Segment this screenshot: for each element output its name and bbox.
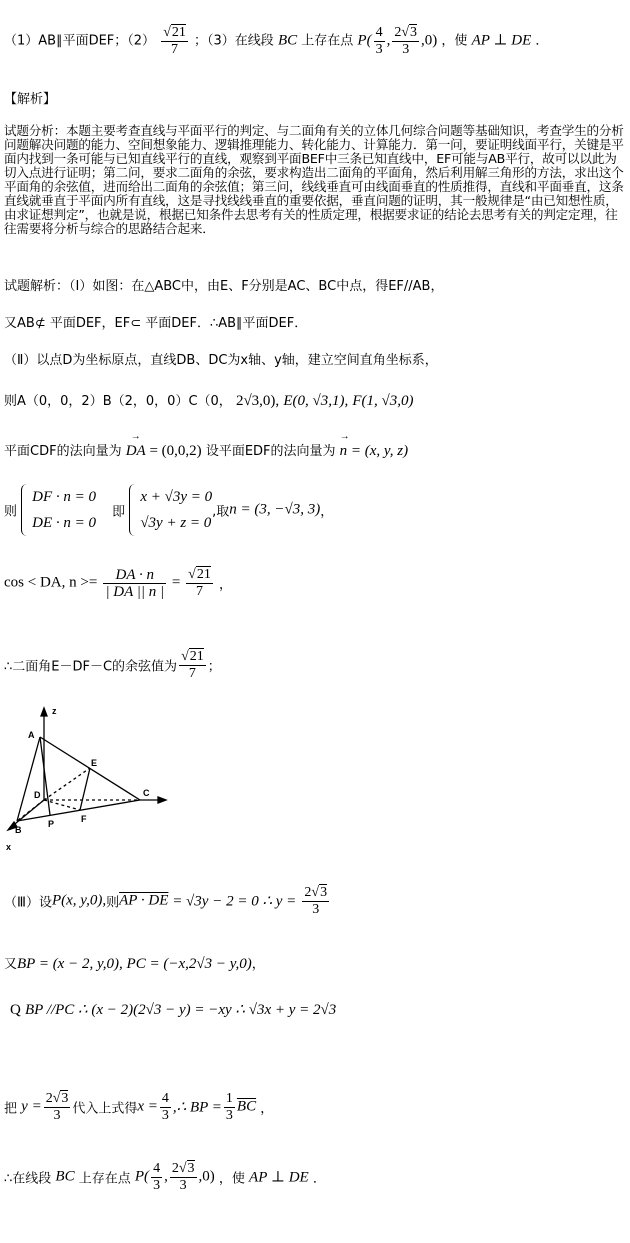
final-mid: 上存在点 xyxy=(78,1171,131,1187)
edge-ap xyxy=(40,737,50,815)
y-arrow xyxy=(158,797,166,803)
cos-left: cos < DA, n >= xyxy=(4,574,98,591)
dihedral-value: $\frac{√21}{7}$ xyxy=(181,649,204,681)
part3-therefore-bp: ,∴ BP = xyxy=(172,1099,222,1116)
solution-step-3: （Ⅱ）以点D为坐标原点，直线DB、DC为x轴、y轴，建立空间直角坐标系， xyxy=(4,353,438,368)
part3-then: 则 xyxy=(106,895,120,911)
coords-c: 2√3,0), xyxy=(235,393,280,409)
part3-line1 xyxy=(4,884,331,918)
fraction-2sqrt3-over-3: $\frac{2√3}{3}$ xyxy=(394,25,418,57)
part3-ap-de: AP · DE xyxy=(119,892,169,909)
normals-lead: 平面CDF的法向量为 xyxy=(4,444,122,459)
edge-bc xyxy=(17,800,140,821)
coords-lead: 则A（0，0，2）B（2，0，0）C（0， xyxy=(4,394,232,409)
dot-df-n: DF · n = 0 xyxy=(32,489,97,505)
normal-vectors-line xyxy=(4,440,408,460)
part3-line3 xyxy=(10,1000,336,1019)
label-x: x xyxy=(6,842,12,852)
system-ji: 即 xyxy=(112,504,126,520)
analysis-heading: 【解析】 xyxy=(4,92,57,107)
final-end: ． xyxy=(312,1171,326,1187)
final-fraction-4-3: $\frac{4}{3}$ xyxy=(153,1160,161,1193)
part3-you: 又 xyxy=(4,957,18,972)
part3-bp-pc: BP = (x − 2, y,0), PC = (−x,2√3 − y,0) xyxy=(17,956,252,972)
part3-bc: $\overline{BC}$ xyxy=(236,1098,257,1115)
answer-part3: 上存在点 xyxy=(301,33,354,49)
part3-parallel: BP //PC ∴ (x − 2)(2√3 − y) = −xy ∴ √3x + y = 2√3 xyxy=(24,1002,337,1018)
label-c: C xyxy=(143,788,150,798)
y-value-fraction: $\frac{2√3}{3}$ xyxy=(304,885,328,917)
cos-eq: = xyxy=(168,574,185,591)
system-take: ,取 xyxy=(212,504,230,520)
fraction-4-over-3: $\frac{4}{3}$ xyxy=(375,24,383,57)
coordinates-line xyxy=(4,390,413,410)
system-ze: 则 xyxy=(4,504,18,520)
fraction-sqrt21-over-7: $\frac{√21}{7}$ xyxy=(163,25,186,57)
final-answer-line: ∴在线段 BC 上存在点 P( $\frac{4}{3}$ , $\frac{2√3}{3}$ ,0) ，使 AP ⊥ DE ． xyxy=(4,1160,326,1193)
part3-lead: （Ⅲ）设 xyxy=(4,895,52,911)
dihedral-line xyxy=(4,648,221,682)
part3-line4 xyxy=(4,1090,273,1124)
edge-ab xyxy=(17,737,40,821)
geometry-figure xyxy=(0,700,180,860)
part3-line2 xyxy=(4,953,265,973)
final-p: P( xyxy=(134,1168,150,1185)
point-p: P( xyxy=(357,32,372,49)
label-f: F xyxy=(81,814,87,824)
dihedral-text: ∴二面角E－DF－C的余弦值为 xyxy=(4,659,178,675)
answer-part4: ，使 xyxy=(441,33,468,49)
normals-mid: 设平面EDF的法向量为 xyxy=(205,444,336,459)
answer-end: ． xyxy=(535,33,549,49)
linear-system xyxy=(129,484,212,536)
answer-line: （1）AB∥平面DEF；（2） $\frac{√21}{7}$ ；（3）在线段 BC 上存在点 P( $\frac{4}{3}$ , $\frac{2√3}{3}$ ,0) ，使 AP ⊥ DE ． xyxy=(4,24,549,57)
cos-fraction: $\frac{DA \cdot n}{| DA || n |}$ xyxy=(105,566,165,600)
label-p: P xyxy=(48,819,55,829)
system-tail: ， xyxy=(320,504,334,520)
final-bc: BC xyxy=(55,1168,75,1185)
part3-x-eq: x = xyxy=(137,1098,158,1115)
part3-comma: ， xyxy=(251,957,265,972)
vector-da-value: = (0,0,2) xyxy=(145,443,202,459)
part3-point: P(x, y,0), xyxy=(51,892,107,909)
one-third-fraction: $\frac{1}{3}$ xyxy=(225,1090,233,1123)
z-arrow xyxy=(41,708,47,716)
part3-eq: = √3y − 2 = 0 ∴ y = xyxy=(168,893,297,910)
part3-ba: 把 xyxy=(4,1101,18,1117)
equation-1: x + √3y = 0 xyxy=(140,489,213,505)
dot-product-system xyxy=(21,484,96,536)
solution-step-1: 试题解析：（Ⅰ）如图：在△ABC中，由E、F分别是AC、BC中点，得EF//AB， xyxy=(4,279,444,294)
final-lead: ∴在线段 xyxy=(4,1171,52,1187)
vector-n-value: = (x, y, z) xyxy=(347,443,409,459)
vector-da: → DA xyxy=(126,443,146,460)
x-value-fraction: $\frac{4}{3}$ xyxy=(161,1090,169,1123)
solution-step-2: 又AB⊄ 平面DEF，EF⊂ 平面DEF．∴AB∥平面DEF． xyxy=(4,316,308,331)
part3-sub: 代入上式得 xyxy=(72,1101,138,1117)
ap-perp-de: AP ⊥ DE xyxy=(471,32,532,49)
dihedral-tail: ； xyxy=(207,659,221,675)
y-sub-fraction: $\frac{2√3}{3}$ xyxy=(45,1091,69,1123)
label-d: D xyxy=(34,790,41,800)
system-line xyxy=(4,484,333,536)
label-z: z xyxy=(52,706,57,716)
cos-tail: ， xyxy=(218,577,232,593)
analysis-paragraph: 试题分析：本题主要考查直线与平面平行的判定、与二面角有关的立体几何综合问题等基础知识，考查学生的分析问题解决问题的能力、空间想象能力、逻辑推理能力、转化能力、计算能力．第一问，要证明线面平行，关键是平面内找到一条可能与已知直线平行的直线，观察到平面BEF中三条已知直线中，EF可能与AB平行，故可以以此为切入点进行证明；第二问，要求二面角的余弦，要求构造出二面角的平面角，然后利用解三角形的方法，求出这个平面角的余弦值，进而给出二面角的余弦值；第三问，线线垂直可由线面垂直的性质推得，直线和平面垂直，这条直线就垂直于平面内所有直线，这是寻找线线垂直的重要依据，垂直问题的证明，其一般规律是“由已知想性质，由求证想判定”，也就是说，根据已知条件去思考有关的性质定理，根据要求证的结论去思考有关的判定定理，往往需要将分析与综合的思路结合起来． xyxy=(4,123,624,236)
coords-f: F(1, √3,0) xyxy=(352,393,414,409)
answer-part1: （1）AB∥平面DEF；（2） xyxy=(4,33,156,49)
part3-comma2: ， xyxy=(260,1101,274,1117)
label-b: B xyxy=(15,825,22,835)
final-ap-perp-de: AP ⊥ DE xyxy=(249,1169,309,1186)
coords-e: E(0, √3,1), xyxy=(283,393,349,409)
final-tail: ，使 xyxy=(218,1171,245,1187)
label-e: E xyxy=(91,758,98,768)
cos-value-fraction: $\frac{√21}{7}$ xyxy=(188,567,211,599)
vector-n: → n xyxy=(340,443,348,460)
final-fraction-2sqrt3-3: $\frac{2√3}{3}$ xyxy=(171,1161,195,1193)
n-result: n = (3, −√3, 3) xyxy=(229,501,321,518)
cosine-line xyxy=(4,566,232,600)
part3-q: Q xyxy=(10,1002,21,1018)
equation-2: √3y + z = 0 xyxy=(140,515,212,531)
segment-bc: BC xyxy=(277,32,298,49)
edge-ef xyxy=(80,768,90,810)
label-a: A xyxy=(28,730,35,740)
part3-y-eq: y = xyxy=(21,1098,42,1115)
dot-de-n: DE · n = 0 xyxy=(32,515,97,531)
answer-part2: ；（3）在线段 xyxy=(194,33,274,49)
